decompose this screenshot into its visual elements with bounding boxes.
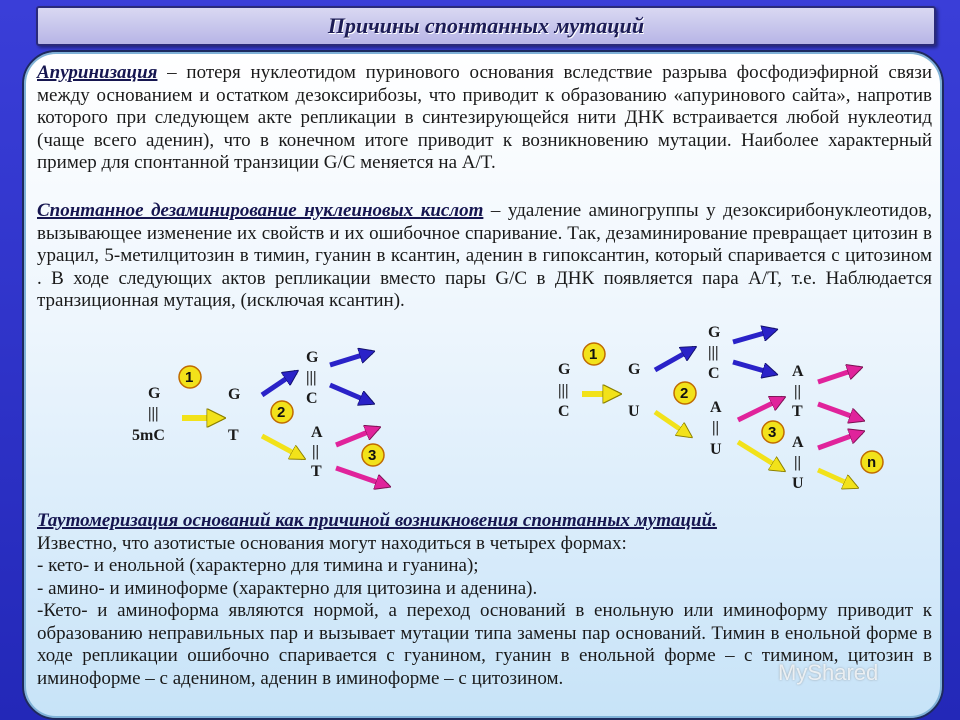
right-r1-bond: || (794, 383, 802, 400)
left-diagram (132, 349, 388, 486)
right-start-bond: ||| (558, 382, 569, 399)
left-step-2: 2 (277, 404, 286, 421)
left-step-1: 1 (185, 369, 194, 386)
left-lower-bottom: T (311, 463, 322, 480)
right-r2-bond: || (794, 454, 802, 471)
right-arrow-r1-2 (818, 404, 862, 420)
left-arrow-lower-1 (336, 428, 378, 445)
right-arrow-down (655, 412, 690, 436)
left-upper-bottom: C (306, 390, 318, 407)
right-step-2: 2 (680, 385, 689, 402)
right-upper-bottom: C (708, 365, 720, 382)
tautomerization-item-2: - амино- и иминоформе (характерно для цитозина и аденина). (37, 577, 538, 599)
right-step-n: n (867, 454, 877, 471)
right-arrow-upper-1 (733, 330, 775, 342)
right-step-3: 3 (768, 424, 777, 441)
left-arrow-upper-1 (330, 352, 372, 365)
right-lower-bond: || (712, 419, 720, 436)
left-upper-bond: ||| (306, 369, 317, 386)
left-lower-bond: || (312, 443, 320, 460)
tautomerization-body: -Кето- и аминоформа являются нормой, а переход оснований в енольную или иминоформу приводит к образованию неправильных пар и вызывает мутации типа замены пар оснований. Тимин в енольной форме в ходе репликации ошибочно спаривается с гуанином, гуанин в енольной форме – с тимином, цитозин в иминоформе – с аденином, аденин в иминоформе – с цитозином. (37, 600, 932, 689)
left-arrow-upper-2 (330, 385, 372, 403)
right-arrow-r2-2 (818, 470, 856, 487)
apurination-body: – потеря нуклеотидом пуринового основания вследствие разрыва фосфодиэфирной связи между основанием и остатком дезоксирибозы, что приводит к образованию «апуринового сайта», напротив которого при следующем акте репликации в синтезирующейся нити ДНК встраивается любой нуклеотид (чаще всего аденин), что в конечном итоге приводит к возникновению мутации. Наиболее характерный пример для спонтанной транзиции G/C меняется на A/T. (37, 62, 932, 173)
left-start-bond: ||| (148, 405, 159, 422)
left-mid-bottom: T (228, 427, 239, 444)
left-start-bottom: 5mC (132, 427, 165, 444)
right-lower-top: A (710, 399, 722, 416)
tautomerization-heading: Таутомеризация оснований как причиной возникновения спонтанных мутаций. (37, 510, 717, 531)
left-arrow-down (262, 436, 303, 458)
right-upper-bond: ||| (708, 344, 719, 361)
right-r2-bottom: U (792, 475, 804, 492)
left-mid-top: G (228, 386, 241, 403)
right-upper-top: G (708, 324, 721, 341)
right-arrow-up (655, 348, 694, 370)
left-start-top: G (148, 385, 161, 402)
tautomerization-intro: Известно, что азотистые основания могут находиться в четырех формах: (37, 532, 627, 554)
right-r1-bottom: T (792, 403, 803, 420)
right-arrow-lower-1 (738, 398, 783, 420)
deamination-heading: Спонтанное дезаминирование нуклеиновых кислот (37, 200, 484, 221)
right-mid-top: G (628, 361, 641, 378)
deamination-body: – удаление аминогруппы у дезоксирибонуклеотидов, вызывающее изменение их свойств и их ошибочное спаривание. Так, дезаминирование превращает цитозин в урацил, 5-метилцитозин в тимин, гуанин в ксантин, аденин в гипоксантин, который спаривается с цитозином . В ходе следующих актов репликации вместо пары G/C в ДНК появляется пара A/T, т.е. Наблюдается транзиционная мутация, (исключая ксантин). (37, 200, 932, 311)
right-r1-top: A (792, 363, 804, 380)
left-arrow-up (262, 372, 296, 395)
right-arrow-upper-2 (733, 362, 775, 374)
apurination-heading: Апуринизация (37, 62, 158, 83)
slide-title: Причины спонтанных мутаций (327, 13, 645, 38)
right-r2-top: A (792, 434, 804, 451)
right-arrow-r1-1 (818, 368, 860, 382)
right-arrow-lower-2 (738, 442, 783, 470)
right-mid-bottom: U (628, 403, 640, 420)
right-start-bottom: C (558, 403, 570, 420)
right-start-top: G (558, 361, 571, 378)
left-lower-top: A (311, 424, 323, 441)
right-step-1: 1 (589, 346, 598, 363)
tautomerization-item-1: - кето- и енольной (характерно для тимина и гуанина); (37, 555, 479, 576)
left-arrow-lower-2 (336, 468, 388, 486)
left-upper-top: G (306, 349, 319, 366)
right-arrow-r2-1 (818, 432, 862, 448)
left-step-3: 3 (368, 447, 377, 464)
right-diagram (558, 324, 883, 492)
watermark: MyShared (778, 660, 879, 685)
right-lower-bottom: U (710, 441, 722, 458)
